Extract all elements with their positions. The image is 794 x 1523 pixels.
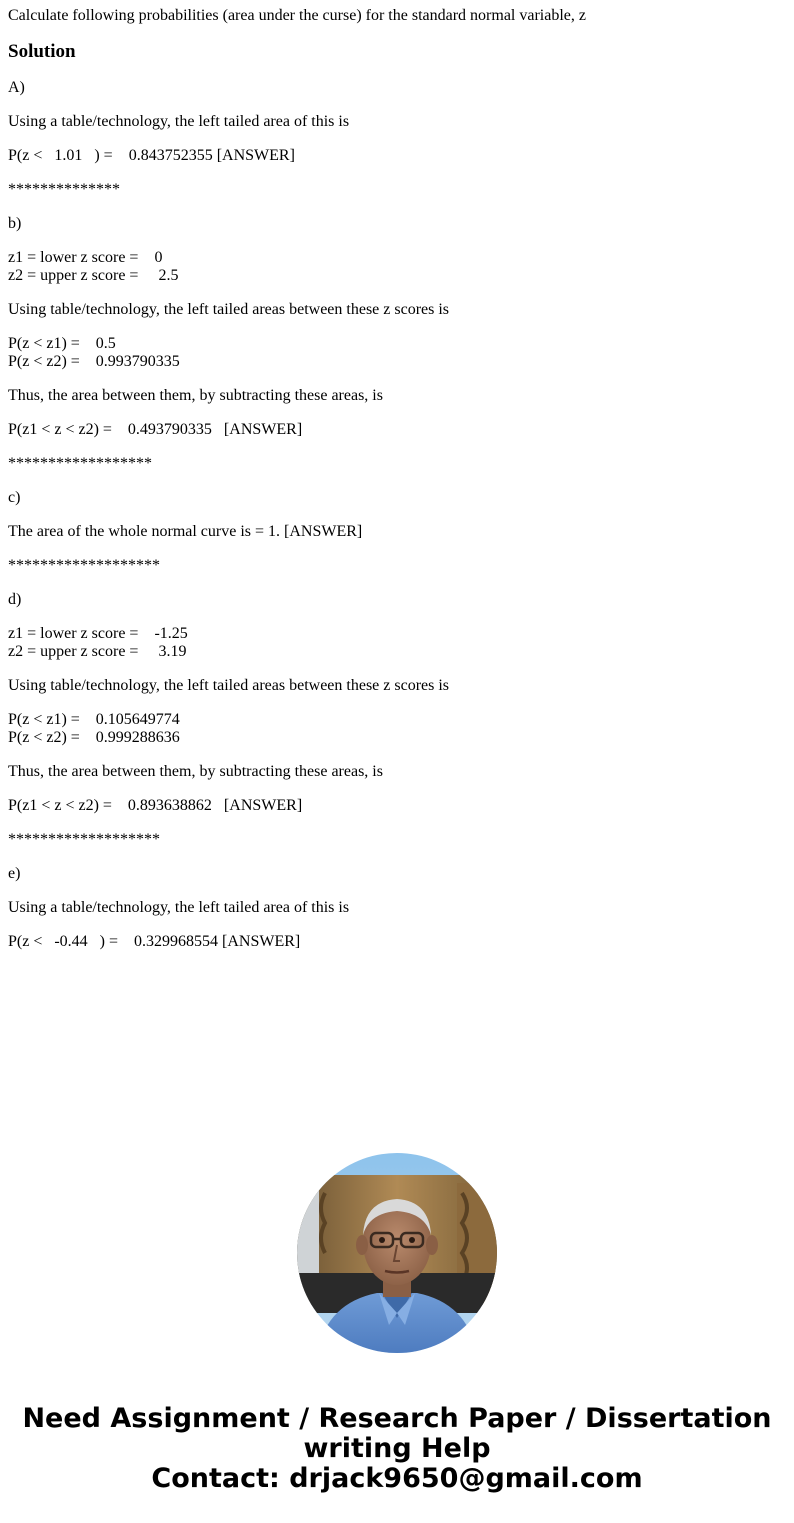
part-d-method: Using table/technology, the left tailed areas between these z scores is — [8, 677, 450, 694]
part-c-label: c) — [8, 489, 21, 506]
part-c-result: The area of the whole normal curve is = 1. [ANSWER] — [8, 523, 363, 540]
part-d-label: d) — [8, 591, 22, 608]
part-d-separator: ******************* — [8, 831, 160, 848]
part-d-subtract: Thus, the area between them, by subtracting these areas, is — [8, 763, 383, 780]
promo-line-2: writing Help — [303, 1433, 491, 1464]
promo-footer — [0, 1404, 794, 1494]
solution-document — [8, 0, 786, 951]
person-portrait-icon — [297, 1153, 497, 1353]
part-a-separator: ************** — [8, 181, 120, 198]
part-b-subtract: Thus, the area between them, by subtracting these areas, is — [8, 387, 383, 404]
promo-line-1: Need Assignment / Research Paper / Dissertation — [22, 1403, 772, 1434]
part-a-label-block — [8, 79, 786, 97]
question-text: Calculate following probabilities (area under the curse) for the standard normal variable, z — [8, 7, 586, 24]
part-b-label: b) — [8, 215, 22, 232]
part-d-p2: P(z < z2) = 0.999288636 — [8, 729, 180, 746]
part-e-method: Using a table/technology, the left tailed area of this is — [8, 899, 350, 916]
author-avatar — [297, 1153, 497, 1353]
part-a-result: P(z < 1.01 ) = 0.843752355 [ANSWER] — [8, 147, 295, 164]
part-b-p2: P(z < z2) = 0.993790335 — [8, 353, 180, 370]
part-d-result: P(z1 < z < z2) = 0.893638862 [ANSWER] — [8, 797, 303, 814]
part-a-method: Using a table/technology, the left tailed area of this is — [8, 113, 350, 130]
part-d-z1: z1 = lower z score = -1.25 — [8, 625, 188, 642]
part-e-result: P(z < -0.44 ) = 0.329968554 [ANSWER] — [8, 933, 301, 950]
part-b-z1: z1 = lower z score = 0 — [8, 249, 163, 266]
part-b-result: P(z1 < z < z2) = 0.493790335 [ANSWER] — [8, 421, 303, 438]
part-c-separator: ******************* — [8, 557, 160, 574]
part-a-label: A) — [8, 79, 25, 96]
part-d-p1: P(z < z1) = 0.105649774 — [8, 711, 180, 728]
part-b-p1: P(z < z1) = 0.5 — [8, 335, 116, 352]
promo-contact: Contact: drjack9650@gmail.com — [151, 1463, 643, 1494]
part-b-z2: z2 = upper z score = 2.5 — [8, 267, 179, 284]
part-d-z2: z2 = upper z score = 3.19 — [8, 643, 187, 660]
solution-heading: Solution — [8, 41, 76, 62]
part-e-label: e) — [8, 865, 21, 882]
part-b-separator: ****************** — [8, 455, 152, 472]
part-b-method: Using table/technology, the left tailed areas between these z scores is — [8, 301, 450, 318]
